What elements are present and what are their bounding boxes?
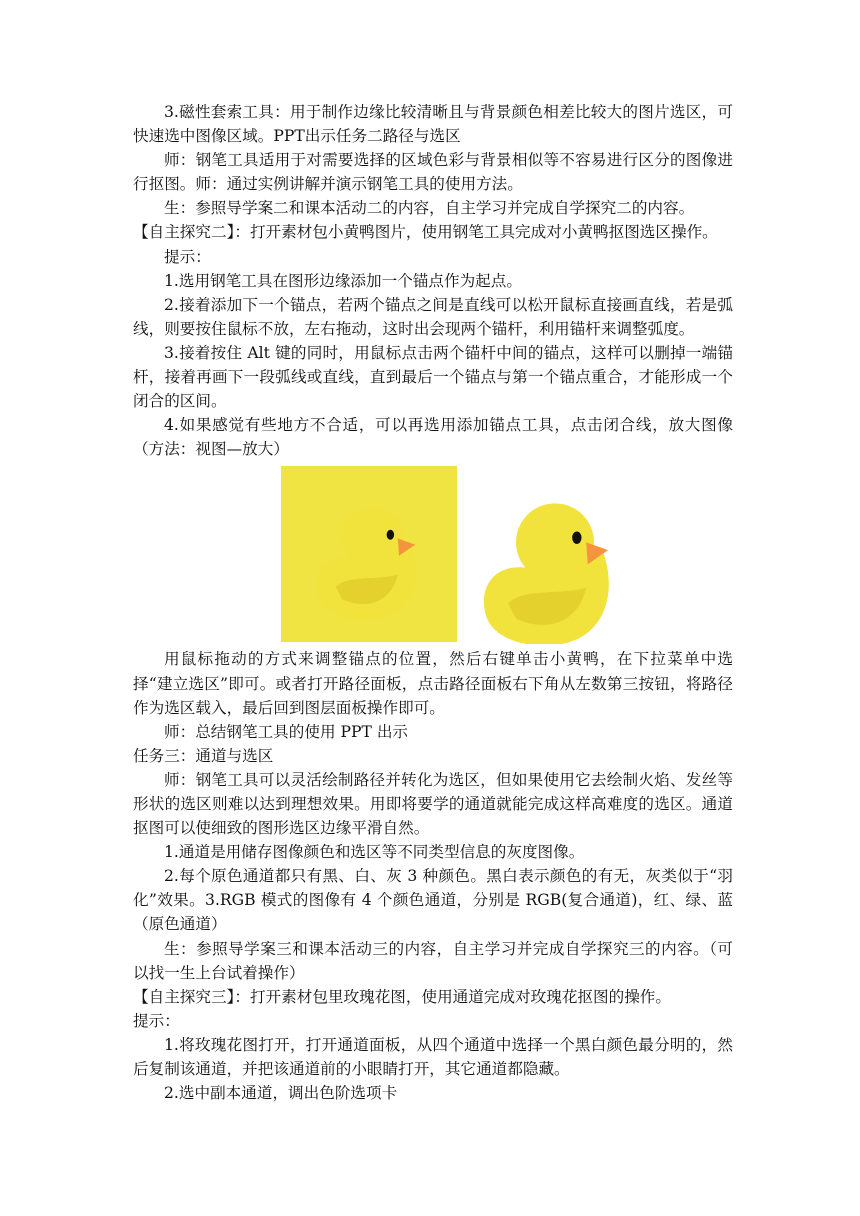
paragraph: 2.选中副本通道，调出色阶选项卡 bbox=[164, 1084, 398, 1103]
duck-eye bbox=[387, 530, 394, 540]
paragraph: 【自主探究二】：打开素材包小黄鸭图片，使用钢笔工具完成对小黄鸭抠图选区操作。 bbox=[133, 223, 718, 242]
paragraph: 提示： bbox=[133, 1011, 180, 1030]
duck-original-image bbox=[281, 466, 457, 642]
paragraph: 2.接着添加下一个锚点，若两个锚点之间是直线可以松开鼠标直接画直线，若是弧线，则要按住鼠标不放，左右拖动，这时出会现两个锚杆，利用锚杆来调整弧度。 bbox=[133, 295, 733, 338]
paragraph: 任务三：通道与选区 bbox=[133, 746, 274, 765]
paragraph: 【自主探究三】：打开素材包里玫瑰花图，使用通道完成对玫瑰花抠图的操作。 bbox=[133, 987, 671, 1006]
paragraph: 4.如果感觉有些地方不合适，可以再选用添加锚点工具，点击闭合线，放大图像（方法：视图—放大） bbox=[133, 416, 733, 459]
duck-head bbox=[342, 508, 404, 570]
duck-cutout-image bbox=[477, 494, 627, 644]
duck-original-icon bbox=[281, 466, 457, 642]
paragraph: 提示： bbox=[164, 247, 211, 266]
duck-eye bbox=[572, 532, 581, 544]
paragraph: 师：钢笔工具适用于对需要选择的区域色彩与背景相似等不容易进行区分的图像进行抠图。师：通过实例讲解并演示钢笔工具的使用方法。 bbox=[133, 151, 733, 194]
paragraph: 2.每个原色通道都只有黑、白、灰 3 种颜色。黑白表示颜色的有无，灰类似于“羽化”效果。3.RGB 模式的图像有 4 个颜色通道，分别是 RGB(复合通道)，红、绿、蓝（原色通道） bbox=[133, 867, 733, 934]
paragraph: 生：参照导学案二和课本活动二的内容，自主学习并完成自学探究二的内容。 bbox=[164, 199, 695, 218]
paragraph: 用鼠标拖动的方式来调整锚点的位置，然后右键单击小黄鸭，在下拉菜单中选择“建立选区”即可。或者打开路径面板，点击路径面板右下角从左数第三按钮，将路径作为选区载入，最后回到图层面板操作即可。 bbox=[133, 650, 733, 717]
paragraph: 3.磁性套索工具：用于制作边缘比较清晰且与背景颜色相差比较大的图片选区，可快速选中图像区域。PPT出示任务二路径与选区 bbox=[133, 103, 733, 146]
paragraph: 1.通道是用储存图像颜色和选区等不同类型信息的灰度图像。 bbox=[164, 843, 585, 862]
paragraph: 师：钢笔工具可以灵活绘制路径并转化为选区，但如果使用它去绘制火焰、发丝等形状的选区则难以达到理想效果。用即将要学的通道就能完成这样高难度的选区。通道抠图可以使细致的图形选区边缘平滑自然。 bbox=[133, 770, 733, 838]
paragraph: 3.接着按住 Alt 键的同时，用鼠标点击两个锚杆中间的锚点，这样可以删掉一端锚杆，接着再画下一段弧线或直线，直到最后一个锚点与第一个锚点重合，才能形成一个闭合的区间。 bbox=[133, 343, 733, 411]
paragraph: 师：总结钢笔工具的使用 PPT 出示 bbox=[164, 722, 409, 741]
duck-cutout-icon bbox=[477, 494, 627, 644]
duck-figure bbox=[133, 466, 733, 644]
text-block-bottom bbox=[133, 647, 733, 1105]
text-block-top bbox=[133, 100, 733, 461]
paragraph: 生：参照导学案三和课本活动三的内容，自主学习并完成自学探究三的内容。（可以找一生上台试着操作） bbox=[133, 939, 733, 982]
document-page bbox=[133, 100, 733, 1105]
duck-head bbox=[516, 504, 594, 582]
paragraph: 1.将玫瑰花图打开，打开通道面板，从四个通道中选择一个黑白颜色最分明的，然后复制该通道，并把该通道前的小眼睛打开，其它通道都隐藏。 bbox=[133, 1035, 733, 1078]
paragraph: 1.选用钢笔工具在图形边缘添加一个锚点作为起点。 bbox=[164, 271, 522, 290]
